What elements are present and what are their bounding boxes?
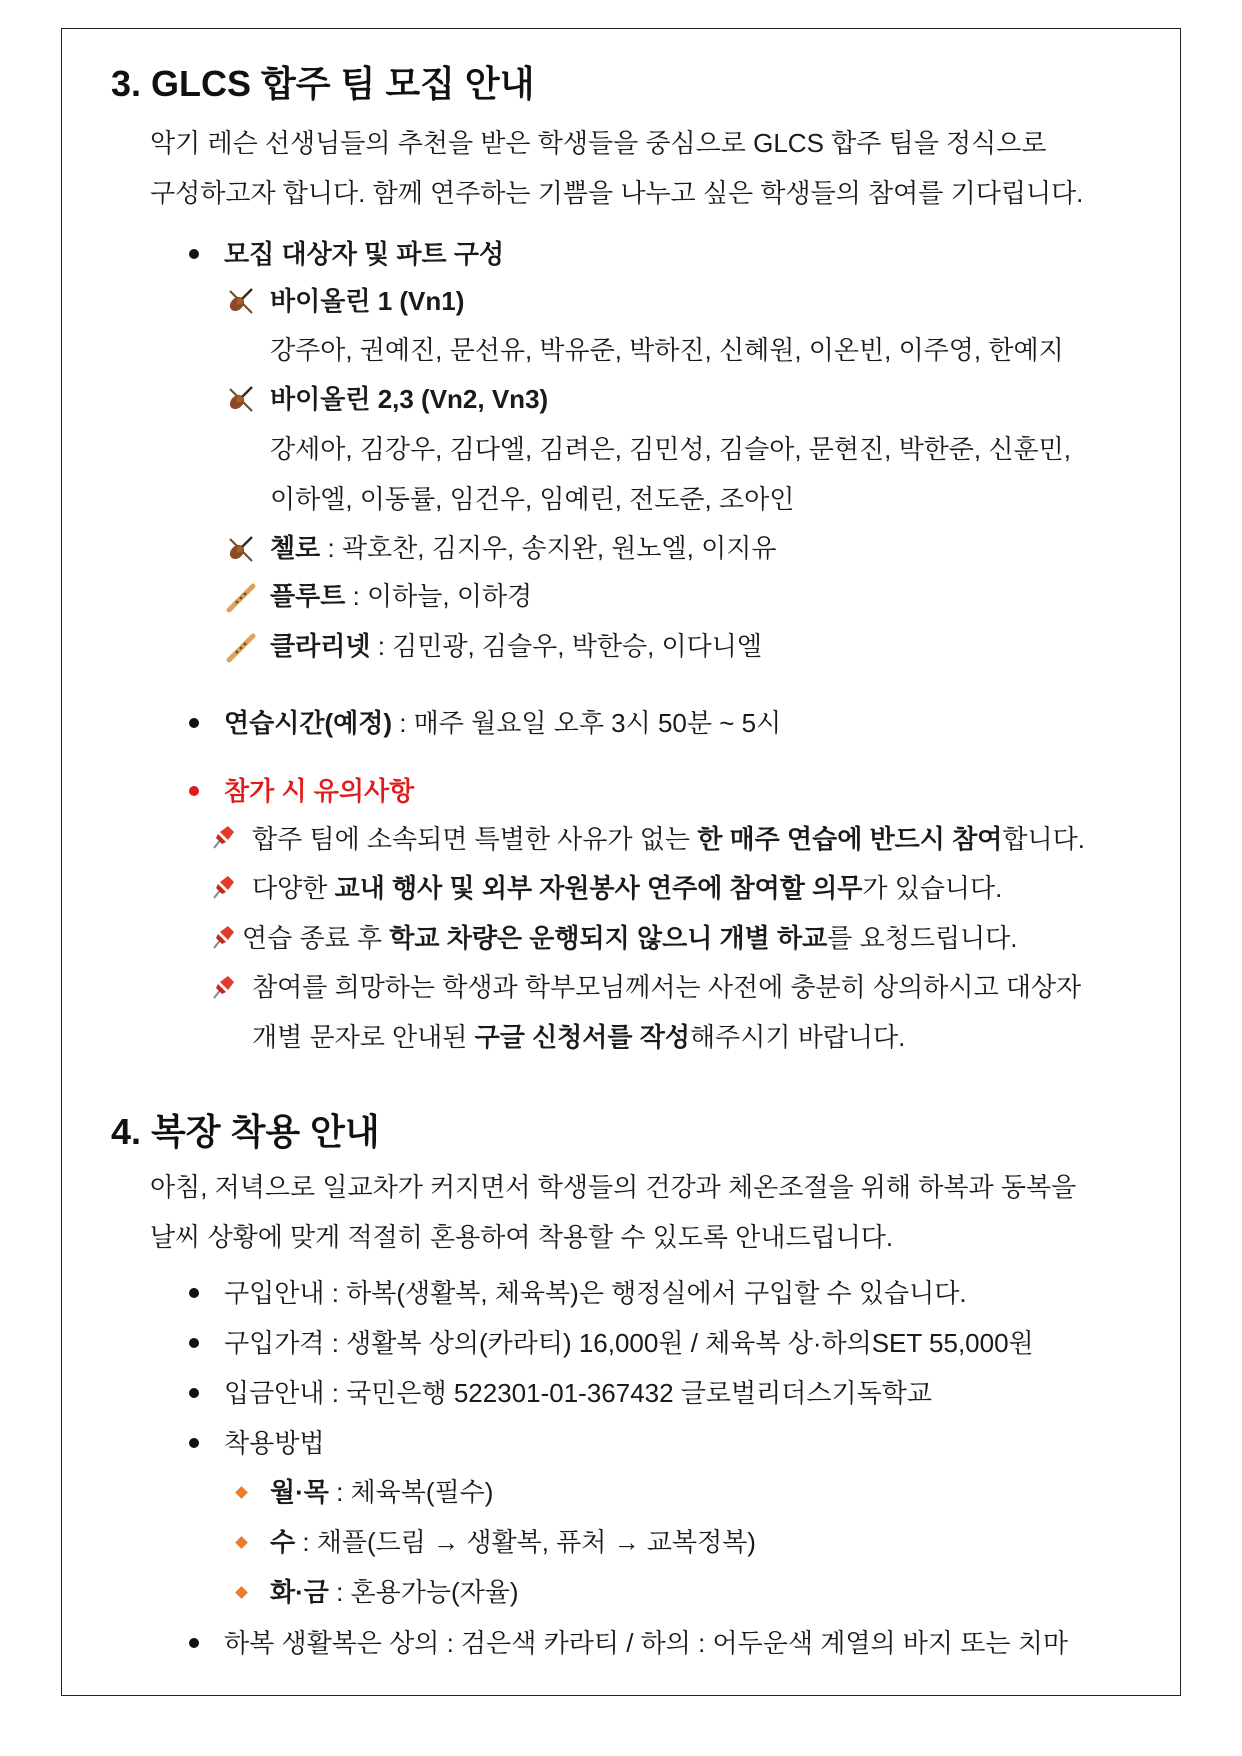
bullet-icon [189, 1338, 199, 1348]
section3-intro-line1: 악기 레슨 선생님들의 추천을 받은 학생들을 중심으로 GLCS 합주 팀을 정식으로 [150, 128, 1047, 158]
cello-icon [226, 535, 256, 565]
flute-members: : 이하늘, 이하경 [345, 581, 533, 611]
pushpin-icon [208, 922, 238, 952]
bullet-icon [189, 1438, 199, 1448]
vn23-members-line2: 이하엘, 이동률, 임건우, 임예린, 전도준, 조아인 [270, 484, 795, 514]
clarinet-icon [226, 633, 256, 663]
practice-title: 연습시간(예정) [224, 708, 393, 738]
vn1-members: 강주아, 권예진, 문선유, 박유준, 박하진, 신혜원, 이온빈, 이주영, 한예지 [270, 335, 1064, 365]
pushpin-icon [208, 872, 238, 902]
notice-1-pre: 합주 팀에 소속되면 특별한 사유가 없는 [252, 824, 698, 854]
notice-2-pre: 다양한 [252, 873, 335, 903]
notice-3-bold: 학교 차량은 운행되지 않으니 개별 하교 [389, 923, 828, 953]
method-title: 착용방법 [224, 1428, 325, 1458]
notice-3-pre: 연습 종료 후 [242, 923, 390, 953]
flute-title: 플루트 [270, 581, 346, 611]
notice-4-bold: 구글 신청서를 작성 [474, 1022, 690, 1052]
method-mon-thu-text: : 체육복(필수) [328, 1477, 494, 1507]
violin-icon [226, 385, 256, 415]
practice-text: : 매주 월요일 오후 3시 50분 ~ 5시 [392, 708, 782, 738]
method-tue-fri-day: 화·금 [270, 1577, 329, 1607]
method-mon-thu-day: 월·목 [270, 1477, 329, 1507]
section3-heading: 3. GLCS 합주 팀 모집 안내 [111, 63, 535, 104]
violin-icon [226, 287, 256, 317]
bullet-icon [189, 1388, 199, 1398]
deposit-info: 입금안내 : 국민은행 522301-01-367432 글로벌리더스기독학교 [224, 1378, 932, 1408]
notice-4-post: 해주시기 바랍니다. [690, 1022, 906, 1052]
bullet-icon [189, 249, 199, 259]
summer-uniform: 하복 생활복은 상의 : 검은색 카라티 / 하의 : 어두운색 계열의 바지 또는 치마 [224, 1628, 1068, 1658]
notice-4-pre: 개별 문자로 안내된 [252, 1022, 475, 1052]
pushpin-icon [208, 972, 238, 1002]
notice-2-bold: 교내 행사 및 외부 자원봉사 연주에 참여할 의무 [334, 873, 863, 903]
notice-1-bold: 한 매주 연습에 반드시 참여 [697, 824, 1003, 854]
flute-line [270, 579, 532, 613]
notice-item-4-line1: 참여를 희망하는 학생과 학부모님께서는 사전에 충분히 상의하시고 대상자 [252, 972, 1082, 1002]
section4-intro-line1: 아침, 저녁으로 일교차가 커지면서 학생들의 건강과 체온조절을 위해 하복과 동복을 [150, 1172, 1077, 1202]
purchase-info: 구입안내 : 하복(생활복, 체육복)은 행정실에서 구입할 수 있습니다. [224, 1278, 967, 1308]
cello-line [270, 531, 776, 565]
cello-title: 첼로 [270, 533, 321, 563]
pushpin-icon [208, 822, 238, 852]
section4-intro-line2: 날씨 상황에 맞게 적절히 혼용하여 착용할 수 있도록 안내드립니다. [150, 1222, 894, 1252]
notice-item-4-line2 [252, 1020, 905, 1054]
bullet-icon [189, 786, 199, 796]
notice-1-post: 합니다. [1002, 824, 1085, 854]
notice-2-post: 가 있습니다. [862, 873, 1003, 903]
bullet-icon [189, 718, 199, 728]
vn23-members-line1: 강세아, 김강우, 김다엘, 김려은, 김민성, 김슬아, 문현진, 박한준, 신훈민, [270, 434, 1071, 464]
method-tue-fri-text: : 혼용가능(자율) [328, 1577, 519, 1607]
method-mon-thu [270, 1475, 493, 1509]
vn23-title: 바이올린 2,3 (Vn2, Vn3) [270, 384, 549, 414]
flute-icon [226, 583, 256, 613]
purchase-price: 구입가격 : 생활복 상의(카라티) 16,000원 / 체육복 상·하의SET 55,000원 [224, 1328, 1034, 1358]
method-wed-text: : 채플(드림 → 생활복, 퓨처 → 교복정복) [295, 1527, 756, 1557]
notice-item-1 [252, 822, 1085, 856]
bullet-icon [189, 1638, 199, 1648]
section4-heading: 4. 복장 착용 안내 [111, 1111, 380, 1152]
notice-3-post: 를 요청드립니다. [827, 923, 1018, 953]
bullet-icon [189, 1288, 199, 1298]
recruit-title: 모집 대상자 및 파트 구성 [224, 239, 505, 269]
method-wed [270, 1525, 756, 1559]
method-wed-day: 수 [270, 1527, 296, 1557]
clarinet-line [270, 629, 762, 663]
clarinet-members: : 김민광, 김슬우, 박한승, 이다니엘 [370, 631, 762, 661]
section3-intro-line2: 구성하고자 합니다. 함께 연주하는 기쁨을 나누고 싶은 학생들의 참여를 기다립니다. [150, 178, 1084, 208]
vn1-title: 바이올린 1 (Vn1) [270, 286, 465, 316]
cello-members: : 곽호찬, 김지우, 송지완, 원노엘, 이지유 [320, 533, 777, 563]
notice-title: 참가 시 유의사항 [224, 776, 415, 806]
method-tue-fri [270, 1575, 519, 1609]
notice-item-2 [252, 871, 1002, 905]
notice-item-3 [242, 921, 1018, 955]
practice-line [224, 706, 781, 740]
clarinet-title: 클라리넷 [270, 631, 371, 661]
